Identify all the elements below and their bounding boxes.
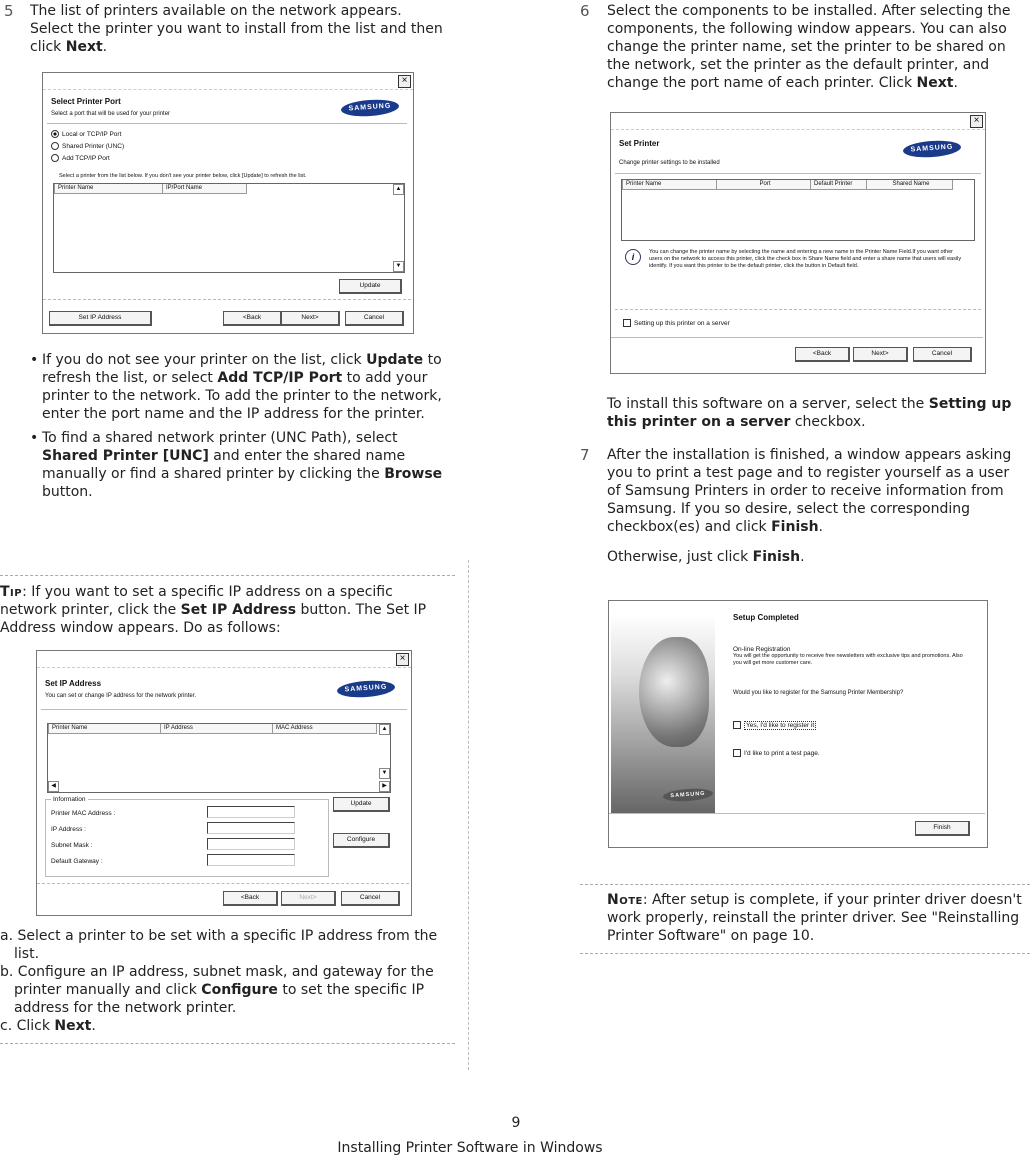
membership-question: Would you like to register for the Samsung Printer Membership? <box>733 690 904 696</box>
ip-address-field[interactable] <box>207 822 295 834</box>
column-mac-address[interactable]: MAC Address <box>272 724 377 734</box>
radio-shared-printer[interactable]: Shared Printer (UNC) <box>51 142 124 151</box>
select-printer-port-window <box>42 72 414 334</box>
printer-ip-list[interactable] <box>47 723 391 793</box>
dialog-subtitle: Change printer settings to be installed <box>619 160 720 166</box>
update-button[interactable]: Update <box>333 797 390 812</box>
step-b: b. Configure an IP address, subnet mask, and gateway for the printer manually and click Configure to set the specific IP address for the network printer. <box>0 964 434 1016</box>
next-button[interactable]: Next> <box>853 347 908 362</box>
bullet-update: • If you do not see your printer on the list, click Update to refresh the list, or select Add TCP/IP Port to add your printer to the network. To add the printer to the network, enter the port name and the IP address for the printer. <box>30 351 450 423</box>
registration-text: You will get the opportunity to receive free newsletters with exclusive tips and promotions. Also you will get more customer care. <box>733 653 963 666</box>
cancel-button[interactable]: Cancel <box>341 891 400 906</box>
setup-completed-window <box>608 600 988 848</box>
bullet-list <box>30 351 450 507</box>
set-ip-address-window <box>36 650 412 916</box>
dialog-title: Set Printer <box>619 139 660 148</box>
column-printer-name[interactable]: Printer Name <box>54 184 164 194</box>
scroll-right-icon[interactable]: ▶ <box>379 781 390 792</box>
mac-address-label: Printer MAC Address : <box>51 810 116 817</box>
step-6-text: Select the components to be installed. After selecting the components, the following window appears. You can also change the printer name, set the printer to be shared on the network, set the printer as the default printer, and change the port name of each printer. Click Next. <box>607 3 1011 91</box>
dialog-title: Set IP Address <box>45 679 102 688</box>
update-button[interactable]: Update <box>339 279 402 294</box>
note-paragraph: Note: After setup is complete, if your printer driver doesn't work properly, reinstall the printer driver. See "Reinstalling Printer Software" on page 10. <box>607 892 1022 944</box>
ip-address-label: IP Address : <box>51 826 86 833</box>
step-7-text: After the installation is finished, a window appears asking you to print a test page and to register yourself as a user of Samsung Printers in order to receive information from Samsung. If you so desire, select the corresponding checkbox(es) and click Finish. <box>607 447 1012 535</box>
step-a: a. Select a printer to be set with a specific IP address from the list. <box>0 928 438 962</box>
printer-settings-list[interactable] <box>621 179 975 241</box>
samsung-logo: SAMSUNG <box>341 98 400 118</box>
subnet-mask-field[interactable] <box>207 838 295 850</box>
register-checkbox[interactable]: Yes, I'd like to register it <box>733 721 816 730</box>
column-port[interactable]: Port <box>716 180 811 190</box>
server-checkbox[interactable]: Setting up this printer on a server <box>623 319 730 328</box>
step-5-text: The list of printers available on the network appears. Select the printer you want to install from the list and then click Next. <box>30 3 443 55</box>
next-button[interactable]: Next> <box>281 311 340 326</box>
registration-title: On-line Registration <box>733 646 791 653</box>
configure-button[interactable]: Configure <box>333 833 390 848</box>
scroll-up-icon[interactable]: ▲ <box>379 724 390 735</box>
close-icon[interactable]: × <box>398 75 411 88</box>
info-icon: i <box>625 249 641 265</box>
information-label: Information <box>53 796 86 803</box>
scroll-down-icon[interactable]: ▼ <box>379 768 390 779</box>
otherwise-text: Otherwise, just click Finish. <box>607 549 805 565</box>
back-button[interactable]: <Back <box>223 891 278 906</box>
page-number: 9 <box>511 1115 521 1131</box>
bullet-shared-printer: • To find a shared network printer (UNC Path), select Shared Printer [UNC] and enter the shared name manually or find a shared printer by clicking the Browse button. <box>30 429 450 501</box>
samsung-logo: SAMSUNG <box>337 679 396 699</box>
close-icon[interactable]: × <box>970 115 983 128</box>
default-gateway-label: Default Gateway : <box>51 858 103 865</box>
title-bar <box>43 73 413 90</box>
column-default-printer[interactable]: Default Printer <box>810 180 867 190</box>
default-gateway-field[interactable] <box>207 854 295 866</box>
back-button[interactable]: <Back <box>795 347 850 362</box>
scroll-down-icon[interactable]: ▼ <box>393 261 404 272</box>
scroll-left-icon[interactable]: ◀ <box>48 781 59 792</box>
radio-add-tcpip[interactable]: Add TCP/IP Port <box>51 154 110 163</box>
cancel-button[interactable]: Cancel <box>913 347 972 362</box>
title-bar <box>37 651 411 668</box>
set-printer-window <box>610 112 986 374</box>
finish-button[interactable]: Finish <box>915 821 970 836</box>
column-shared-name[interactable]: Shared Name <box>866 180 953 190</box>
close-icon[interactable]: × <box>396 653 409 666</box>
column-printer-name[interactable]: Printer Name <box>622 180 717 190</box>
tip-paragraph: Tip: If you want to set a specific IP address on a specific network printer, click the Set IP Address button. The Set IP Address window appears. Do as follows: <box>0 584 427 636</box>
set-ip-address-button[interactable]: Set IP Address <box>49 311 152 326</box>
title-bar <box>611 113 985 130</box>
step-c: c. Click Next. <box>0 1018 96 1034</box>
footer-title: Installing Printer Software in Windows <box>337 1140 603 1156</box>
subnet-mask-label: Subnet Mask : <box>51 842 93 849</box>
cancel-button[interactable]: Cancel <box>345 311 404 326</box>
column-ip-port-name[interactable]: IP/Port Name <box>162 184 247 194</box>
dialog-subtitle: You can set or change IP address for the network printer. <box>45 693 197 699</box>
instruction-text: Select a printer from the list below. If you don't see your printer below, click [Update] to refresh the list. <box>59 173 307 179</box>
dialog-title: Select Printer Port <box>51 97 121 106</box>
dialog-subtitle: Select a port that will be used for your printer <box>51 111 171 117</box>
step-number-5: 5 <box>4 2 14 20</box>
step-number-7: 7 <box>580 446 590 464</box>
radio-local-tcpip[interactable]: Local or TCP/IP Port <box>51 130 121 139</box>
next-button[interactable]: Next> <box>281 891 336 906</box>
step-number-6: 6 <box>580 2 590 20</box>
mac-address-field[interactable] <box>207 806 295 818</box>
test-page-checkbox[interactable]: I'd like to print a test page. <box>733 749 820 758</box>
printer-list[interactable] <box>53 183 405 273</box>
samsung-logo: SAMSUNG <box>663 787 714 802</box>
person-illustration <box>639 637 709 747</box>
configure-steps <box>0 927 452 1035</box>
samsung-logo: SAMSUNG <box>903 139 962 159</box>
info-text: You can change the printer name by selecting the name and entering a new name in the Printer Name Field.If you want other users on the network to access this printer, click the check box in Share Name field and enter a share name that users will easily identify. If you want this printer to be the default printer, click the button in Default field. <box>649 249 962 269</box>
column-ip-address[interactable]: IP Address <box>160 724 273 734</box>
server-text: To install this software on a server, select the Setting up this printer on a server checkbox. <box>607 396 1012 430</box>
scroll-up-icon[interactable]: ▲ <box>393 184 404 195</box>
back-button[interactable]: <Back <box>223 311 282 326</box>
dialog-title: Setup Completed <box>733 613 799 622</box>
column-printer-name[interactable]: Printer Name <box>48 724 161 734</box>
